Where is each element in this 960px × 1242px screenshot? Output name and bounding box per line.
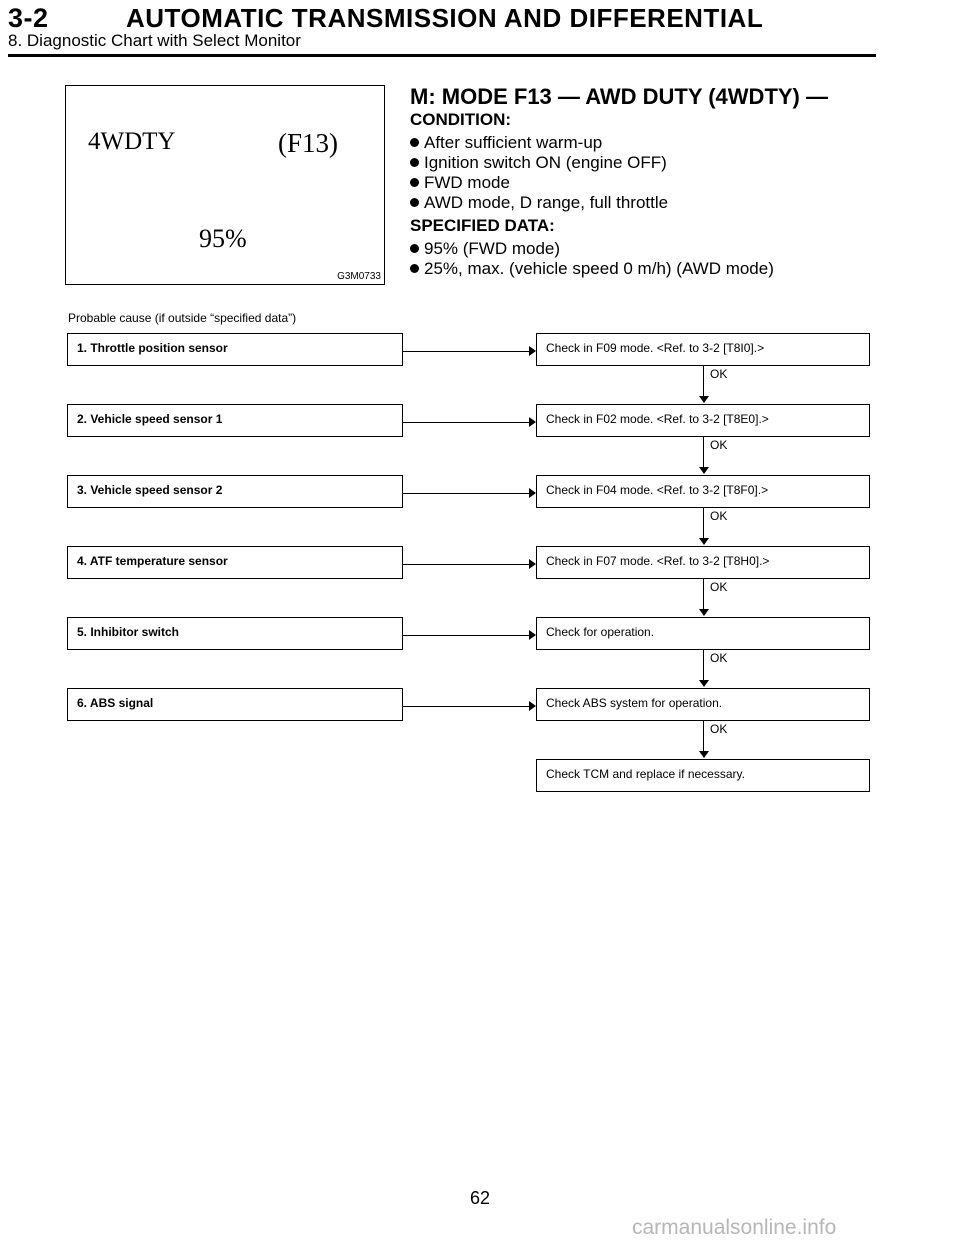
final-check-box: Check TCM and replace if necessary. (536, 759, 870, 792)
ok-label: OK (710, 509, 728, 523)
section-title: M: MODE F13 — AWD DUTY (4WDTY) — (410, 84, 828, 109)
check-box: Check for operation. (536, 617, 870, 650)
specified-item: 25%, max. (vehicle speed 0 m/h) (AWD mode) (410, 259, 774, 279)
arrow-down-icon (699, 751, 709, 758)
ok-label: OK (710, 722, 728, 736)
bullet-icon (410, 198, 419, 207)
connector-line (403, 564, 531, 565)
condition-item: FWD mode (410, 173, 668, 193)
connector-line (403, 351, 531, 352)
cause-box: 4. ATF temperature sensor (67, 546, 403, 579)
check-box: Check in F02 mode. <Ref. to 3-2 [T8E0].> (536, 404, 870, 437)
connector-line (703, 721, 704, 752)
chapter-subtitle: 8. Diagnostic Chart with Select Monitor (8, 31, 301, 50)
connector-line (703, 508, 704, 539)
arrow-right-icon (529, 417, 536, 427)
check-box: Check ABS system for operation. (536, 688, 870, 721)
cause-box: 3. Vehicle speed sensor 2 (67, 475, 403, 508)
cause-box: 1. Throttle position sensor (67, 333, 403, 366)
cause-box: 5. Inhibitor switch (67, 617, 403, 650)
probable-cause-label: Probable cause (if outside “specified data”) (68, 311, 297, 325)
monitor-mode: (F13) (278, 128, 338, 158)
connector-line (403, 706, 531, 707)
arrow-down-icon (699, 680, 709, 687)
arrow-down-icon (699, 538, 709, 545)
arrow-down-icon (699, 467, 709, 474)
specified-heading: SPECIFIED DATA: (410, 216, 555, 235)
header-rule (8, 54, 876, 57)
check-box: Check in F04 mode. <Ref. to 3-2 [T8F0].> (536, 475, 870, 508)
arrow-right-icon (529, 559, 536, 569)
ok-label: OK (710, 367, 728, 381)
arrow-right-icon (529, 630, 536, 640)
connector-line (703, 579, 704, 610)
figure-id: G3M0733 (337, 271, 381, 282)
chapter-title: AUTOMATIC TRANSMISSION AND DIFFERENTIAL (126, 3, 764, 33)
bullet-icon (410, 158, 419, 167)
connector-line (703, 650, 704, 681)
monitor-value: 95% (199, 224, 247, 253)
bullet-icon (410, 138, 419, 147)
connector-line (403, 422, 531, 423)
bullet-icon (410, 264, 419, 273)
bullet-icon (410, 244, 419, 253)
connector-line (403, 493, 531, 494)
page-number: 62 (469, 1188, 491, 1208)
cause-box: 6. ABS signal (67, 688, 403, 721)
ok-label: OK (710, 438, 728, 452)
ok-label: OK (710, 651, 728, 665)
condition-heading: CONDITION: (410, 110, 512, 129)
condition-list (410, 133, 668, 213)
arrow-right-icon (529, 701, 536, 711)
arrow-right-icon (529, 346, 536, 356)
arrow-down-icon (699, 396, 709, 403)
specified-list (410, 239, 774, 279)
bullet-icon (410, 178, 419, 187)
specified-item: 95% (FWD mode) (410, 239, 774, 259)
connector-line (703, 437, 704, 468)
arrow-down-icon (699, 609, 709, 616)
connector-line (703, 366, 704, 397)
monitor-code: 4WDTY (88, 128, 176, 155)
monitor-display-figure (65, 85, 385, 285)
check-box: Check in F09 mode. <Ref. to 3-2 [T8I0].> (536, 333, 870, 366)
arrow-right-icon (529, 488, 536, 498)
check-box: Check in F07 mode. <Ref. to 3-2 [T8H0].> (536, 546, 870, 579)
connector-line (403, 635, 531, 636)
section-number: 3-2 (8, 3, 49, 33)
condition-item: After sufficient warm-up (410, 133, 668, 153)
cause-box: 2. Vehicle speed sensor 1 (67, 404, 403, 437)
condition-item: Ignition switch ON (engine OFF) (410, 153, 668, 173)
ok-label: OK (710, 580, 728, 594)
condition-item: AWD mode, D range, full throttle (410, 193, 668, 213)
footer-watermark: carmanualsonline.info (632, 1216, 837, 1239)
